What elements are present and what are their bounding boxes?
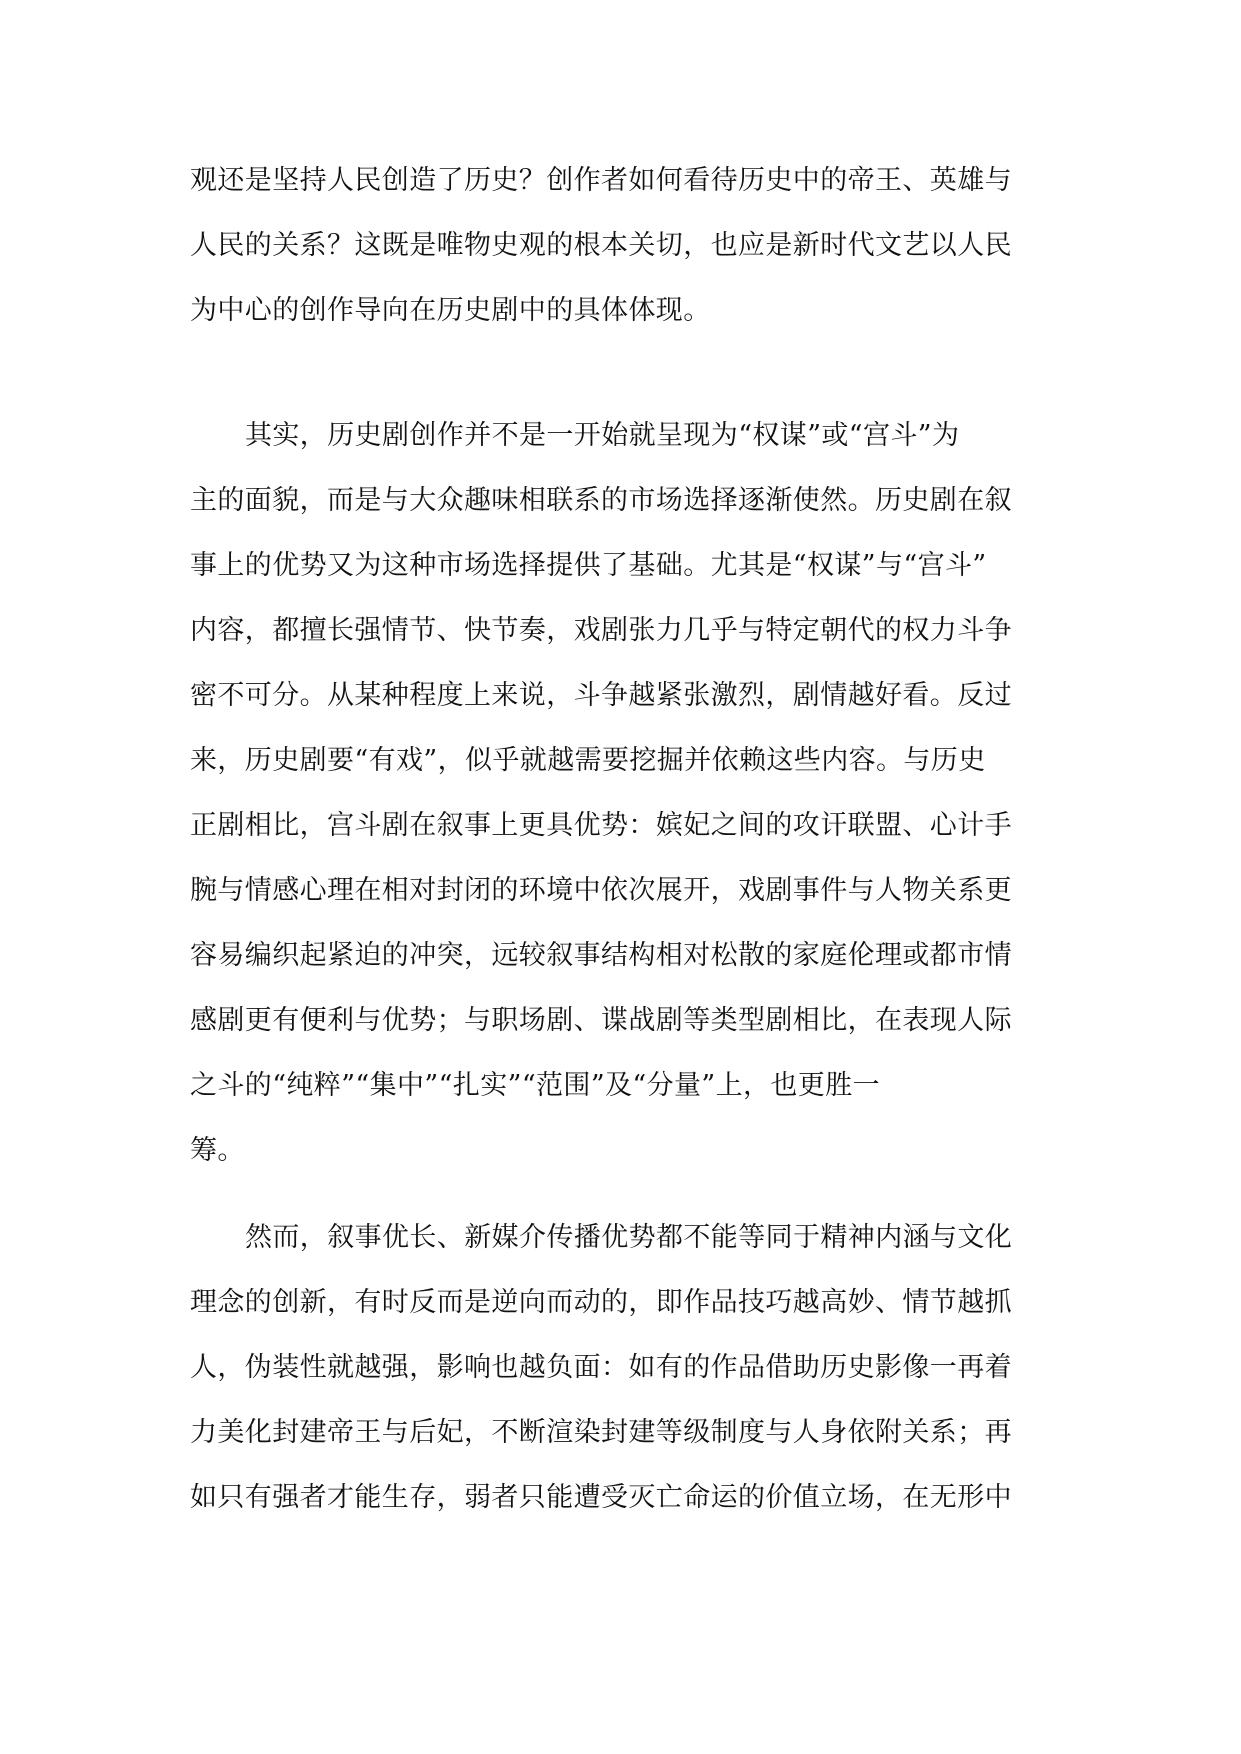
text-line: 为中心的创作导向在历史剧中的具体体现。: [190, 295, 711, 326]
paragraph-2: [190, 403, 1052, 1183]
text-line: 然而，叙事优长、新媒介传播优势都不能等同于精神内涵与文化: [245, 1222, 1013, 1253]
text-line: 其实，历史剧创作并不是一开始就呈现为“权谋”或“宫斗”为: [245, 420, 960, 451]
text-line: 观还是坚持人民创造了历史？创作者如何看待历史中的帝王、英雄与: [190, 165, 1012, 196]
text-line: 筹。: [190, 1135, 245, 1166]
paragraph-1: [190, 148, 1052, 343]
text-line: 正剧相比，宫斗剧在叙事上更具优势：嫔妃之间的攻讦联盟、心计手: [190, 810, 1012, 841]
text-line: 事上的优势又为这种市场选择提供了基础。尤其是“权谋”与“宫斗”: [190, 550, 987, 581]
paragraph-3: [190, 1205, 1052, 1530]
text-line: 腕与情感心理在相对封闭的环境中依次展开，戏剧事件与人物关系更: [190, 875, 1012, 906]
text-line: 力美化封建帝王与后妃，不断渲染封建等级制度与人身依附关系；再: [190, 1417, 1012, 1448]
text-line: 主的面貌，而是与大众趣味相联系的市场选择逐渐使然。历史剧在叙: [190, 485, 1012, 516]
text-line: 感剧更有便利与优势；与职场剧、谍战剧等类型剧相比，在表现人际: [190, 1005, 1012, 1036]
text-line: 如只有强者才能生存，弱者只能遭受灭亡命运的价值立场，在无形中: [190, 1482, 1012, 1513]
text-line: 容易编织起紧迫的冲突，远较叙事结构相对松散的家庭伦理或都市情: [190, 940, 1012, 971]
text-line: 内容，都擅长强情节、快节奏，戏剧张力几乎与特定朝代的权力斗争: [190, 615, 1012, 646]
text-line: 来，历史剧要“有戏”，似乎就越需要挖掘并依赖这些内容。与历史: [190, 745, 986, 776]
text-line: 理念的创新，有时反而是逆向而动的，即作品技巧越高妙、情节越抓: [190, 1287, 1012, 1318]
text-line: 人民的关系？这既是唯物史观的根本关切，也应是新时代文艺以人民: [190, 230, 1012, 261]
text-line: 人，伪装性就越强，影响也越负面：如有的作品借助历史影像一再着: [190, 1352, 1012, 1383]
text-line: 密不可分。从某种程度上来说，斗争越紧张激烈，剧情越好看。反过: [190, 680, 1012, 711]
text-line: 之斗的“纯粹”“集中”“扎实”“范围”及“分量”上，也更胜一: [190, 1070, 881, 1101]
